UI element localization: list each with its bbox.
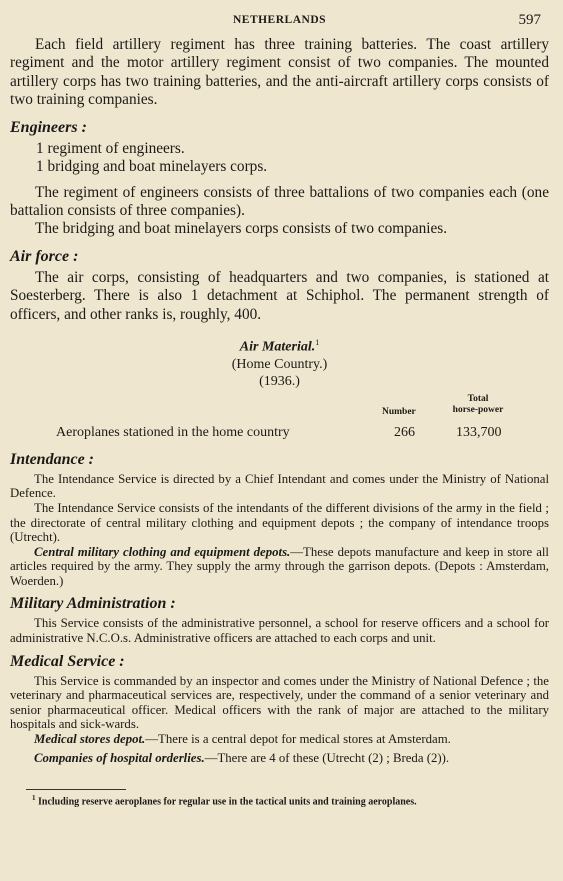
table-title: Air Material. [239, 339, 316, 355]
air-force-paragraph: The air corps, consisting of headquarters and two companies, is stationed at Soesterberg. There is also 1 detachment at Schiphol. The permanent strength of officers, and other ranks is, roughly, 400. [10, 268, 549, 323]
table-year: (1936.) [259, 373, 300, 389]
engineers-paragraph-2: The bridging and boat minelayers corps consists of two companies. [35, 220, 448, 238]
footnote-text: Including reserve aeroplanes for regular use in the tactical units and training aeroplanes. [38, 796, 417, 808]
engineers-list [10, 140, 549, 177]
table-subtitle: (Home Country.) [231, 356, 328, 372]
column-header-total-line2: horse-power [452, 404, 504, 415]
air-material-table [10, 334, 549, 442]
running-header [10, 8, 549, 32]
page-number: 597 [518, 12, 541, 28]
table-row [10, 424, 549, 442]
medical-paragraph-3 [10, 751, 549, 766]
medical-service-heading: Medical Service : [10, 652, 125, 670]
engineers-paragraph-1: The regiment of engineers consists of three battalions of two companies each (one battalion consists of three companies). [10, 183, 549, 220]
list-item: 1 regiment of engineers. [36, 139, 185, 157]
row-label: Aeroplanes stationed in the home country [56, 424, 290, 440]
engineers-heading: Engineers : [10, 118, 87, 136]
paragraph-text: —There are 4 of these (Utrecht (2) ; Breda (2)). [204, 750, 450, 765]
running-title: NETHERLANDS [232, 14, 327, 26]
air-force-heading: Air force : [10, 247, 79, 265]
run-in-heading: Medical stores depot. [34, 732, 146, 747]
run-in-heading: Companies of hospital orderlies. [34, 750, 205, 765]
footnote-divider [26, 789, 126, 790]
table-header-row [10, 394, 549, 424]
intro-paragraph: Each field artillery regiment has three training batteries. The coast artillery regiment and the motor artillery regiment consist of two companies. The mounted artillery corps has two training batteries, and the anti-aircraft artillery corps consists of two training companies. [10, 36, 549, 109]
footnote-mark: 1 [32, 794, 36, 803]
column-header-number: Number [382, 406, 416, 417]
list-item: 1 bridging and boat minelayers corps. [36, 158, 268, 176]
intendance-paragraph-2: The Intendance Service consists of the intendants of the different divisions of the army in the field ; the directorate of central military clothing and equipment depots ; the company of intendance troops (Utrecht). [10, 500, 549, 545]
intendance-paragraph-3 [10, 545, 549, 589]
row-total-value: 133,700 [456, 424, 502, 440]
run-in-heading: Central military clothing and equipment depots. [34, 544, 291, 559]
column-header-total [448, 394, 508, 416]
footnote [10, 794, 549, 807]
intendance-paragraph-1: The Intendance Service is directed by a Chief Intendant and comes under the Ministry of National Defence. [10, 471, 549, 501]
military-administration-paragraph: This Service consists of the administrative personnel, a school for reserve officers and a school for administrative N.C.O.s. Administrative officers are attached to each corps and unit. [10, 616, 549, 646]
military-administration-heading: Military Administration : [10, 595, 176, 613]
paragraph-text: —These depots manufacture and keep in store all articles required by the army. They supply the army through the garrison depots. (Depots : Amsterdam, Woerden.) [10, 544, 549, 588]
row-number-value: 266 [394, 424, 415, 440]
medical-paragraph-1: This Service is commanded by an inspector and comes under the Ministry of National Defence ; the veterinary and pharmaceutical services are, respectively, under the command of a senior veterinary and senior pharmaceutical officer. Medical officers with the rank of major are attached to the military hospitals and sick-wards. [10, 673, 549, 732]
paragraph-text: —There is a central depot for medical stores at Amsterdam. [145, 732, 451, 747]
column-header-total-line1: Total [467, 393, 489, 404]
medical-paragraph-2 [10, 732, 549, 747]
footnote-ref: 1 [315, 338, 320, 348]
intendance-heading: Intendance : [10, 450, 94, 468]
